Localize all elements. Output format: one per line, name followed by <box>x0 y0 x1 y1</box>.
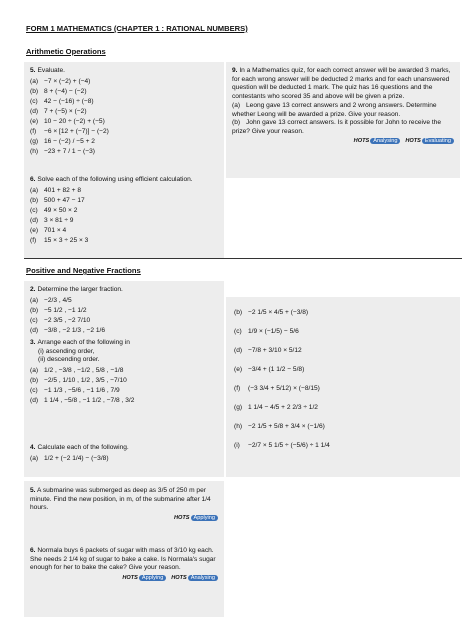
sub-question: (a) Leong gave 13 correct answers and 2 wrong answers. Determine whether Leong will be awarded a prize. Give your reason. <box>232 102 437 118</box>
question-5-submarine <box>30 487 218 522</box>
sub-question: (c) −2 3/5 , −2 7/10 <box>30 316 91 324</box>
question-number: 5. <box>30 67 36 74</box>
sub-question: (f) −6 × [12 + (−7)] − (−2) <box>30 127 109 135</box>
question-4-continued <box>234 303 454 455</box>
hots-badge: HOTS Applying <box>122 574 166 583</box>
question-text: In a Mathematics quiz, for each correct answer will be awarded 3 marks, for each wrong answer will be deducted 2 marks and for each unanswered question will be deducted 1 mark. The quiz has 16 questions and the contestants who scored 35 and above will be given a prize. <box>232 67 451 100</box>
sub-question: (d) 3 × 81 ÷ 9 <box>30 216 74 224</box>
sub-question: (a) 1/2 , −3/8 , −1/2 , 5/8 , −1/8 <box>30 366 124 374</box>
sub-question: (b) −5 1/2 , −1 1/2 <box>30 306 87 314</box>
sub-question: (c) 49 × 50 × 2 <box>30 206 78 214</box>
sub-question: (b) John gave 13 correct answers. Is it possible for John to receive the prize? Give your reason. <box>232 119 441 135</box>
sub-question: (e) 701 × 4 <box>30 226 67 234</box>
sub-question: (c) 1/9 × (−1/5) − 5/6 <box>234 328 299 335</box>
hots-badge: HOTS Applying <box>174 514 218 523</box>
sub-question: (h) −2 1/5 + 5/8 + 3/4 × (−1/6) <box>234 423 325 430</box>
question-number: 6. <box>30 176 36 183</box>
question-4-calculate <box>30 444 220 464</box>
question-3-arrange <box>30 339 220 406</box>
question-5-evaluate <box>30 67 220 157</box>
sub-question: (d) 7 + (−5) × (−2) <box>30 107 87 115</box>
question-9-quiz <box>232 67 454 146</box>
question-text: Arrange each of the following in <box>37 339 130 346</box>
sub-question: (d) 1 1/4 , −5/8 , −1 1/2 , −7/8 , 3/2 <box>30 396 135 404</box>
page-title: FORM 1 MATHEMATICS (CHAPTER 1 : RATIONAL NUMBERS) <box>26 24 248 33</box>
hots-badge: HOTS Analysing <box>171 574 218 583</box>
question-text: Determine the larger fraction. <box>37 286 123 293</box>
question-text: Evaluate. <box>37 67 65 74</box>
sub-question: (b) 500 + 47 − 17 <box>30 196 85 204</box>
question-text: Calculate each of the following. <box>37 444 129 451</box>
sub-question: (f) (−3 3/4 + 5/12) × (−8/15) <box>234 385 320 392</box>
sub-question: (d) −7/8 + 3/10 × 5/12 <box>234 347 302 354</box>
hots-badge: HOTS Analysing <box>354 137 401 146</box>
sub-question: (g) 16 − (−2) / −5 + 2 <box>30 137 95 145</box>
section-positive-negative-fractions: Positive and Negative Fractions <box>26 266 141 275</box>
sub-question: (c) −1 1/3 , −5/6 , −1 1/6 , 7/9 <box>30 386 120 394</box>
order-instruction: (ii) descending order. <box>38 356 100 363</box>
question-text: Normala buys 6 packets of sugar with mass of 3/10 kg each. She needs 2 1/4 kg of sugar to bake a cake. Is Normala's sugar enough for her to bake the cake? Give your reason. <box>30 547 216 571</box>
question-number: 4. <box>30 444 36 451</box>
sub-question: (a) 1/2 + (−2 1/4) − (−3/8) <box>30 454 109 462</box>
sub-question: (e) −3/4 + (1 1/2 − 5/8) <box>234 366 305 373</box>
question-number: 3. <box>30 339 36 346</box>
sub-question: (b) −2 1/5 × 4/5 + (−3/8) <box>234 309 309 316</box>
sub-question: (a) 401 + 82 + 8 <box>30 186 82 194</box>
section-arithmetic-operations: Arithmetic Operations <box>26 47 106 56</box>
question-text: A submarine was submerged as deep as 3/5 of 250 m per minute. Find the new position, in m, of the submarine after 1/4 hours. <box>30 487 211 511</box>
question-number: 9. <box>232 67 238 74</box>
sub-question: (c) 42 − (−16) ÷ (−8) <box>30 97 94 105</box>
sub-question: (e) 10 − 20 ÷ (−2) + (−5) <box>30 117 105 125</box>
order-instruction: (i) ascending order, <box>38 347 95 355</box>
question-number: 5. <box>30 487 36 494</box>
question-text: Solve each of the following using efficient calculation. <box>37 176 193 183</box>
sub-question: (a) −7 × (−2) + (−4) <box>30 77 91 85</box>
section-divider <box>24 258 462 259</box>
question-number: 2. <box>30 286 36 293</box>
sub-question: (h) −23 + 7 / 1 − (−3) <box>30 147 95 155</box>
hots-badge: HOTS Evaluating <box>405 137 454 146</box>
sub-question: (f) 15 × 3 ÷ 25 × 3 <box>30 236 89 244</box>
sub-question: (d) −3/8 , −2 1/3 , −2 1/6 <box>30 326 106 334</box>
sub-question: (b) 8 + (−4) − (−2) <box>30 87 87 95</box>
sub-question: (i) −2/7 × 5 1/5 ÷ (−5/6) ÷ 1 1/4 <box>234 442 330 449</box>
question-6-efficient-calculation <box>30 176 220 246</box>
question-6-sugar <box>30 547 218 582</box>
sub-question: (a) −2/3 , 4/5 <box>30 296 72 304</box>
sub-question: (b) −2/5 , 1/10 , 1/2 , 3/5 , −7/10 <box>30 376 127 384</box>
sub-question: (g) 1 1/4 − 4/5 + 2 2/3 ÷ 1/2 <box>234 404 318 411</box>
question-number: 6. <box>30 547 36 554</box>
question-2-larger-fraction <box>30 286 220 336</box>
